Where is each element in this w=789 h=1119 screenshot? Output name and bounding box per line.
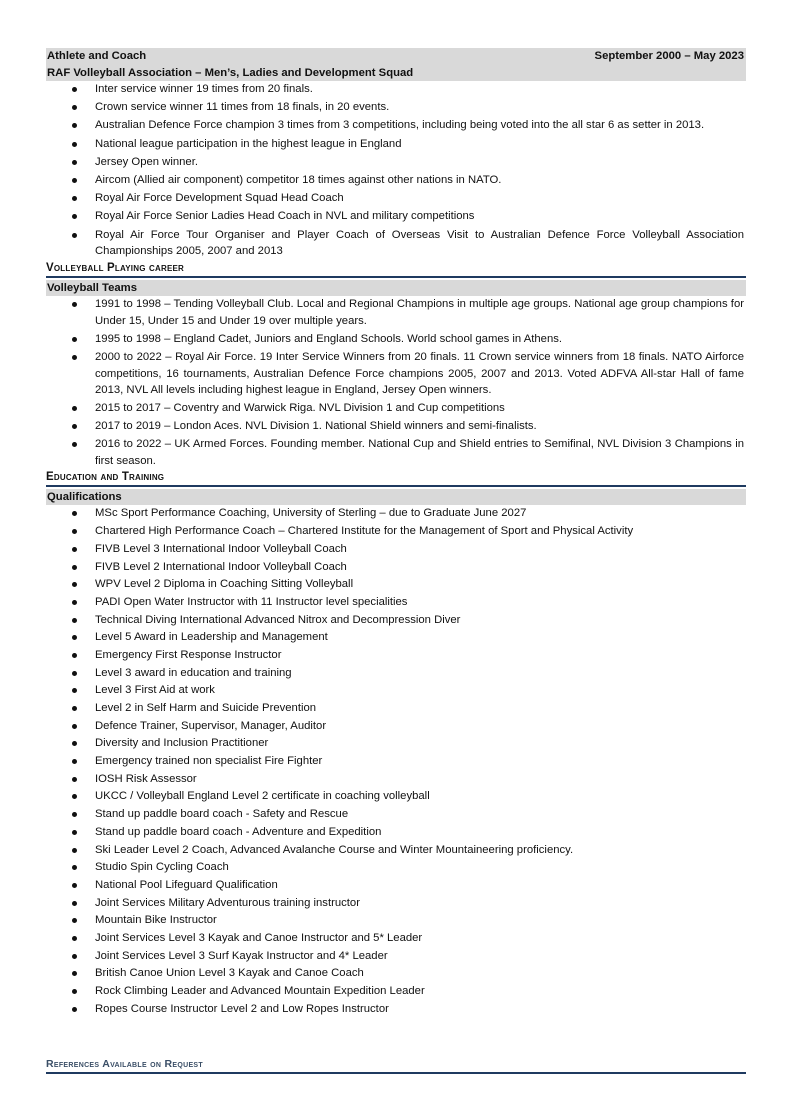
references-heading: References Available on Request xyxy=(46,1057,746,1074)
list-item: 2016 to 2022 – UK Armed Forces. Founding member. National Cup and Shield entries to Semifinal, NVL Division 3 Champions in first season. xyxy=(46,436,746,470)
list-item: Level 3 First Aid at work xyxy=(46,682,746,699)
list-item: Jersey Open winner. xyxy=(46,154,746,171)
organisation-name: RAF Volleyball Association – Men’s, Ladies and Development Squad xyxy=(47,67,414,79)
list-item: National Pool Lifeguard Qualification xyxy=(46,877,746,894)
list-item: Royal Air Force Development Squad Head Coach xyxy=(46,190,746,207)
list-item: Emergency First Response Instructor xyxy=(46,647,746,664)
list-item: Rock Climbing Leader and Advanced Mountain Expedition Leader xyxy=(46,983,746,1000)
list-item: Diversity and Inclusion Practitioner xyxy=(46,735,746,752)
list-item: Joint Services Level 3 Kayak and Canoe Instructor and 5* Leader xyxy=(46,930,746,947)
list-item: Defence Trainer, Supervisor, Manager, Auditor xyxy=(46,718,746,735)
list-item: 1995 to 1998 – England Cadet, Juniors and England Schools. World school games in Athens. xyxy=(46,331,746,348)
list-item: Level 5 Award in Leadership and Management xyxy=(46,629,746,646)
list-item: Emergency trained non specialist Fire Fighter xyxy=(46,753,746,770)
list-item: FIVB Level 3 International Indoor Volleyball Coach xyxy=(46,541,746,558)
list-item: Stand up paddle board coach - Adventure and Expedition xyxy=(46,824,746,841)
list-item: Technical Diving International Advanced Nitrox and Decompression Diver xyxy=(46,612,746,629)
list-item: Ski Leader Level 2 Coach, Advanced Avalanche Course and Winter Mountaineering proficiency. xyxy=(46,842,746,859)
list-item: UKCC / Volleyball England Level 2 certificate in coaching volleyball xyxy=(46,788,746,805)
qualifications-list xyxy=(46,505,746,1017)
role-header xyxy=(46,48,746,65)
section-heading-playing: Volleyball Playing career xyxy=(46,261,746,278)
list-item: 2017 to 2019 – London Aces. NVL Division 1. National Shield winners and semi-finalists. xyxy=(46,418,746,435)
qualifications-subheading-label: Qualifications xyxy=(47,491,122,504)
list-item: British Canoe Union Level 3 Kayak and Canoe Coach xyxy=(46,965,746,982)
list-item: IOSH Risk Assessor xyxy=(46,771,746,788)
list-item: PADI Open Water Instructor with 11 Instructor level specialities xyxy=(46,594,746,611)
list-item: Inter service winner 19 times from 20 finals. xyxy=(46,81,746,98)
role-dates: September 2000 – May 2023 xyxy=(594,50,744,62)
role-title: Athlete and Coach xyxy=(47,50,147,62)
list-item: Crown service winner 11 times from 18 finals, in 20 events. xyxy=(46,99,746,116)
list-item: 1991 to 1998 – Tending Volleyball Club. Local and Regional Champions in multiple age groups. National age group champions for Under 15, Under 15 and Under 19 over multiple years. xyxy=(46,296,746,330)
teams-subheading xyxy=(46,280,746,296)
list-item: Ropes Course Instructor Level 2 and Low Ropes Instructor xyxy=(46,1001,746,1018)
qualifications-subheading xyxy=(46,489,746,505)
list-item: FIVB Level 2 International Indoor Volleyball Coach xyxy=(46,559,746,576)
list-item: Level 3 award in education and training xyxy=(46,665,746,682)
list-item: Aircom (Allied air component) competitor 18 times against other nations in NATO. xyxy=(46,172,746,189)
list-item: WPV Level 2 Diploma in Coaching Sitting Volleyball xyxy=(46,576,746,593)
list-item: Australian Defence Force champion 3 times from 3 competitions, including being voted into the all star 6 as setter in 2013. xyxy=(46,117,746,134)
list-item: 2000 to 2022 – Royal Air Force. 19 Inter Service Winners from 20 finals. 11 Crown service winners from 18 finals. NATO Airforce competitions, 16 tournaments, Australian Defence Force champions 2005, 2007 and 2013. Voted ADFVA All-star Hall of fame 2013, NVL All levels including highest league in England, Jersey Open winners. xyxy=(46,349,746,399)
cv-page xyxy=(46,48,746,1018)
teams-subheading-label: Volleyball Teams xyxy=(47,282,137,295)
list-item: MSc Sport Performance Coaching, University of Sterling – due to Graduate June 2027 xyxy=(46,505,746,522)
list-item: Royal Air Force Tour Organiser and Player Coach of Overseas Visit to Australian Defence Force Volleyball Association Championships 2005, 2007 and 2013 xyxy=(46,227,746,261)
list-item: Studio Spin Cycling Coach xyxy=(46,859,746,876)
list-item: Joint Services Military Adventurous training instructor xyxy=(46,895,746,912)
list-item: Joint Services Level 3 Surf Kayak Instructor and 4* Leader xyxy=(46,948,746,965)
organisation-header xyxy=(46,65,746,81)
list-item: Level 2 in Self Harm and Suicide Prevention xyxy=(46,700,746,717)
list-item: National league participation in the highest league in England xyxy=(46,136,746,153)
experience-list xyxy=(46,81,746,260)
list-item: 2015 to 2017 – Coventry and Warwick Riga. NVL Division 1 and Cup competitions xyxy=(46,400,746,417)
list-item: Stand up paddle board coach - Safety and Rescue xyxy=(46,806,746,823)
section-heading-education: Education and Training xyxy=(46,470,746,487)
playing-list xyxy=(46,296,746,469)
list-item: Royal Air Force Senior Ladies Head Coach in NVL and military competitions xyxy=(46,208,746,225)
list-item: Mountain Bike Instructor xyxy=(46,912,746,929)
list-item: Chartered High Performance Coach – Chartered Institute for the Management of Sport and Physical Activity xyxy=(46,523,746,540)
